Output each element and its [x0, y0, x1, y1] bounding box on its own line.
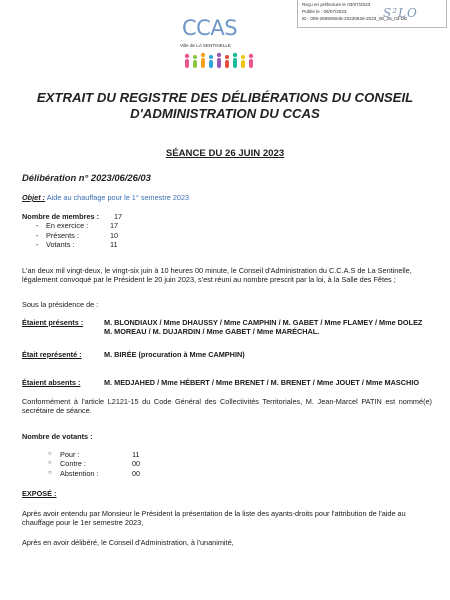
presents-list: [104, 318, 434, 337]
represented-value: M. BIRÉE (procuration à Mme CAMPHIN): [104, 350, 245, 359]
absents-label: Étaient absents :: [22, 378, 81, 387]
ccas-logo: [174, 16, 266, 76]
stamp-received: Reçu en préfecture le 03/07/2023: [302, 2, 371, 7]
session-date: SÉANCE DU 26 JUIN 2023: [165, 148, 285, 159]
votes-list: [48, 450, 140, 478]
vote-value: 11: [132, 450, 140, 459]
members-row: [22, 231, 122, 240]
stamp-published: Publié le : 05/07/2023: [302, 9, 347, 14]
members-value: 10: [110, 230, 119, 240]
members-row: [22, 240, 122, 249]
vote-value: 00: [132, 468, 141, 478]
presents-label: Étaient présents :: [22, 318, 84, 327]
members-total-value: 17: [114, 212, 123, 221]
slo-signature: S²LO: [383, 6, 418, 20]
vote-row: [48, 450, 140, 459]
objet-line: Objet : Aide au chauffage pour le 1° semestre 2023: [22, 193, 190, 202]
vote-value: 00: [132, 459, 141, 469]
votants-title: Nombre de votants :: [22, 432, 93, 441]
people-icon: [182, 52, 256, 70]
presents-line: M. BLONDIAUX / Mme DHAUSSY / Mme CAMPHIN / M. GABET / Mme FLAMEY / Mme DOLEZ: [104, 318, 423, 327]
objet-value: Aide au chauffage pour le 1° semestre 2023: [46, 193, 190, 202]
deliberation-paragraph: Après en avoir délibéré, le Conseil d'Administration, à l'unanimité,: [22, 538, 234, 547]
members-label: Votants :: [46, 239, 75, 249]
list-dash: -: [36, 221, 39, 231]
document-title: [16, 90, 434, 122]
vote-row: [48, 459, 140, 468]
members-total-label: Nombre de membres :: [22, 212, 100, 221]
list-dash: -: [36, 239, 39, 249]
presents-line: M. MOREAU / M. DUJARDIN / Mme GABET / Mme MARÉCHAL.: [104, 327, 320, 337]
members-value: 17: [110, 221, 119, 231]
members-total-row: [22, 212, 122, 221]
circle-bullet-icon: ○: [48, 460, 52, 467]
intro-paragraph: L'an deux mil vingt-deux, le vingt-six juin à 10 heures 00 minute, le Conseil d'Administration du C.C.A.S de La Sentinelle, légalement convoqué par le Président le 20 juin 2023, s'est réuni au nombre prescrit par la loi, à la Salle des Fêtes ;: [22, 266, 412, 285]
vote-label: Abstention :: [60, 468, 99, 478]
expose-heading: EXPOSÉ :: [22, 489, 57, 498]
logo-subtitle: Ville de LA SENTINELLE: [180, 43, 231, 48]
members-value: 11: [110, 239, 118, 249]
secretary-paragraph: Conformément à l'article L2121-15 du Code Général des Collectivités Territoriales, M. Jean-Marcel PATIN est nommé(e) secrétaire de séance.: [22, 397, 432, 416]
prefecture-stamp: [297, 0, 447, 28]
vote-label: Pour :: [60, 450, 80, 459]
presidence-line: Sous la présidence de :: [22, 300, 99, 309]
circle-bullet-icon: ○: [48, 469, 52, 476]
vote-row: [48, 469, 140, 478]
circle-bullet-icon: ○: [48, 451, 52, 457]
list-dash: -: [36, 230, 39, 240]
members-label: Présents :: [46, 230, 79, 240]
stamp-id: ID : 059-265905646-20230626-2023_06_26_03-DE: [302, 16, 408, 21]
deliberation-number: Délibération n° 2023/06/26/03: [22, 172, 151, 183]
members-label: En exercice :: [46, 221, 89, 231]
members-list: [22, 212, 122, 249]
absents-value: M. MEDJAHED / Mme HÉBERT / Mme BRENET / M. BRENET / Mme JOUET / Mme MASCHIO: [104, 378, 420, 387]
vote-label: Contre :: [60, 459, 86, 469]
page-title: EXTRAIT DU REGISTRE DES DÉLIBÉRATIONS DU CONSEIL D'ADMINISTRATION DU CCAS: [36, 90, 414, 121]
expose-paragraph: Après avoir entendu par Monsieur le Président la présentation de la liste des ayants-droits pour l'attribution de l'aide au chauffage pour le 1er semestre 2023,: [22, 509, 406, 528]
members-row: [22, 221, 122, 230]
represented-label: Était représenté :: [22, 350, 82, 359]
objet-label: Objet: [22, 193, 41, 202]
logo-name: CCAS: [182, 16, 238, 40]
